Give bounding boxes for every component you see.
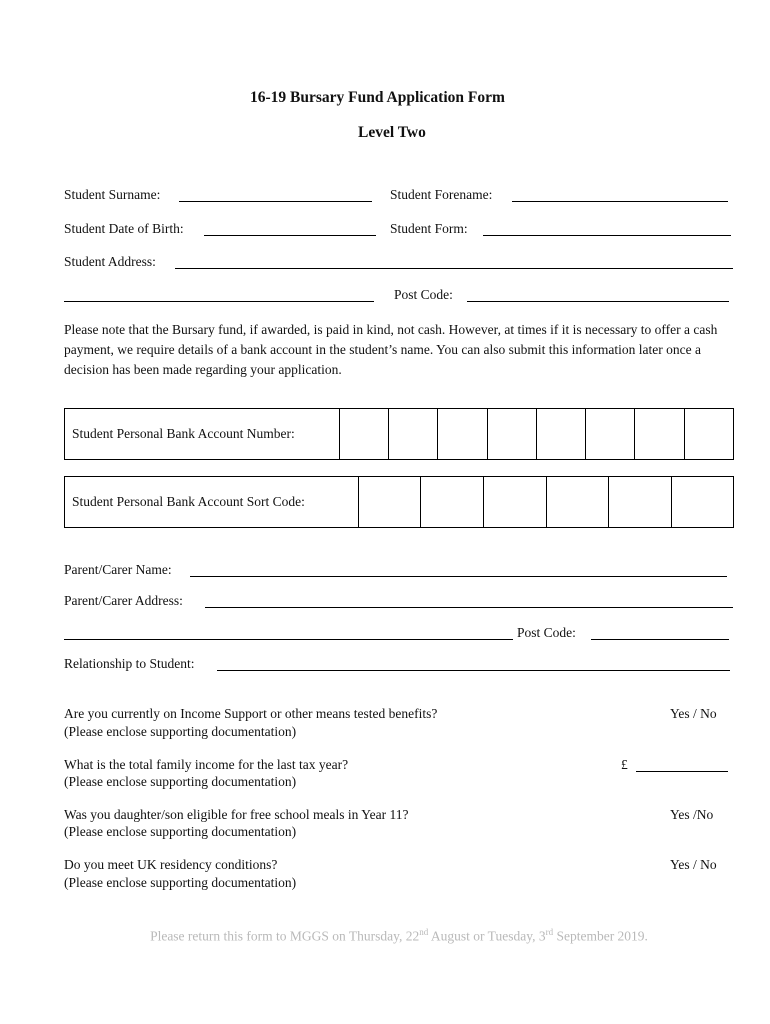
account-digit-cell[interactable]: [635, 409, 685, 459]
sort-digit-cell[interactable]: [672, 477, 733, 527]
parent-address-label: Parent/Carer Address:: [64, 593, 183, 608]
answer-yes-no[interactable]: Yes /No: [670, 807, 714, 822]
sort-digit-cell[interactable]: [547, 477, 609, 527]
question-free-school-meals: Was you daughter/son eligible for free school meals in Year 11?: [64, 807, 409, 822]
answer-yes-no[interactable]: Yes / No: [670, 706, 717, 721]
sort-digit-cell[interactable]: [421, 477, 484, 527]
parent-address-field[interactable]: [205, 607, 733, 608]
student-dob-field[interactable]: [204, 235, 376, 236]
account-digit-cell[interactable]: [586, 409, 635, 459]
parent-name-label: Parent/Carer Name:: [64, 562, 172, 577]
student-address-line-2[interactable]: [64, 301, 374, 302]
account-digit-cell[interactable]: [537, 409, 586, 459]
student-forename-field[interactable]: [512, 201, 728, 202]
sort-digit-cell[interactable]: [484, 477, 547, 527]
student-postcode-label: Post Code:: [394, 287, 453, 302]
student-forename-label: Student Forename:: [390, 187, 493, 202]
sort-code-label: Student Personal Bank Account Sort Code:: [65, 477, 359, 527]
account-digit-cell[interactable]: [389, 409, 438, 459]
account-digit-cell[interactable]: [438, 409, 488, 459]
question-supporting-note: (Please enclose supporting documentation): [64, 824, 297, 839]
bank-account-label: Student Personal Bank Account Number:: [65, 409, 340, 459]
student-surname-field[interactable]: [179, 201, 372, 202]
question-supporting-note: (Please enclose supporting documentation): [64, 774, 297, 789]
bank-note: Please note that the Bursary fund, if awarded, is paid in kind, not cash. However, at times if it is necessary to offer a cash payment, we require details of a bank account in the student’s name. You can also submit this information later once a decision has been made regarding your application.: [64, 322, 718, 377]
form-title: 16-19 Bursary Fund Application Form: [250, 89, 505, 106]
question-uk-residency: Do you meet UK residency conditions?: [64, 857, 278, 872]
parent-address-line-2[interactable]: [64, 639, 513, 640]
sort-digit-cell[interactable]: [609, 477, 672, 527]
currency-symbol: £: [621, 757, 628, 772]
question-income-support: Are you currently on Income Support or other means tested benefits?: [64, 706, 438, 721]
parent-postcode-field[interactable]: [591, 639, 729, 640]
relationship-label: Relationship to Student:: [64, 656, 195, 671]
account-digit-cell[interactable]: [488, 409, 537, 459]
question-family-income: What is the total family income for the last tax year?: [64, 757, 349, 772]
family-income-field[interactable]: [636, 771, 728, 772]
student-dob-label: Student Date of Birth:: [64, 221, 184, 236]
student-postcode-field[interactable]: [467, 301, 729, 302]
student-address-field[interactable]: [175, 268, 733, 269]
bank-account-box: [64, 408, 734, 460]
relationship-field[interactable]: [217, 670, 730, 671]
account-digit-cell[interactable]: [685, 409, 733, 459]
student-surname-label: Student Surname:: [64, 187, 161, 202]
parent-postcode-label: Post Code:: [517, 625, 576, 640]
form-subtitle: Level Two: [358, 124, 426, 141]
question-supporting-note: (Please enclose supporting documentation): [64, 724, 297, 739]
answer-yes-no[interactable]: Yes / No: [670, 857, 717, 872]
sort-code-box: [64, 476, 734, 528]
sort-digit-cell[interactable]: [359, 477, 421, 527]
question-supporting-note: (Please enclose supporting documentation): [64, 875, 297, 890]
account-digit-cell[interactable]: [340, 409, 389, 459]
student-form-field[interactable]: [483, 235, 731, 236]
student-address-label: Student Address:: [64, 254, 156, 269]
student-form-label: Student Form:: [390, 221, 468, 236]
parent-name-field[interactable]: [190, 576, 727, 577]
return-instructions: Please return this form to MGGS on Thursday, 22nd August or Tuesday, 3rd September 2019.: [150, 927, 648, 944]
